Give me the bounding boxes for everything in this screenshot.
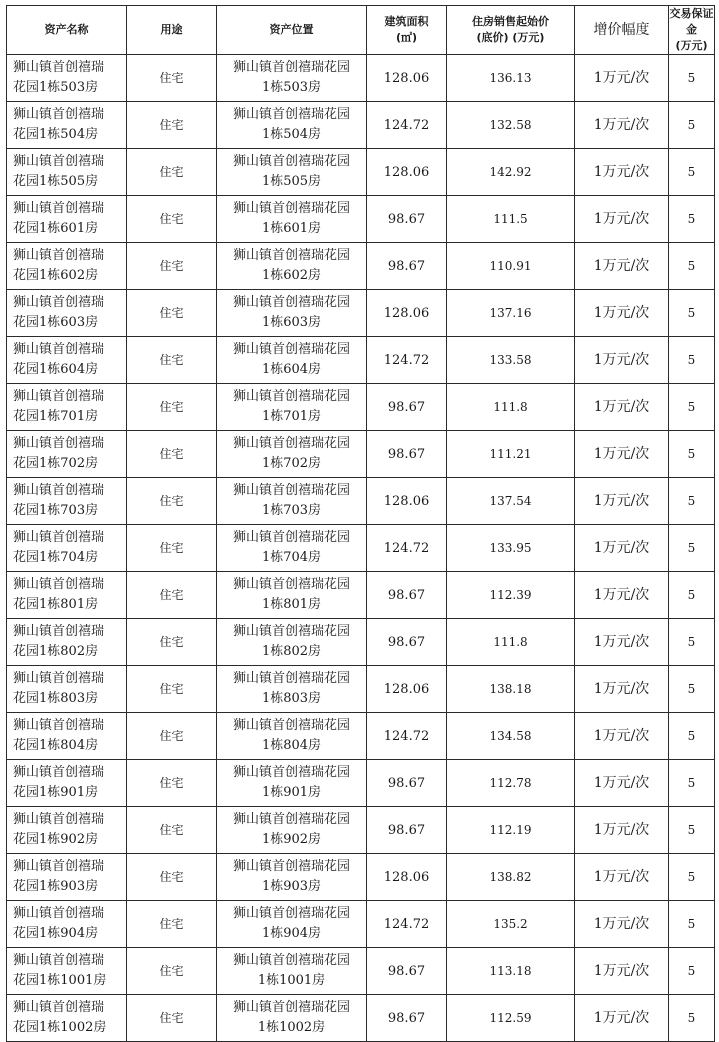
header-deposit [669,6,715,55]
asset-name-line2: 花园1栋504房 [13,127,99,142]
location-cell [217,572,367,619]
asset-name-line2: 花园1栋602房 [13,268,99,283]
table-row [7,290,715,337]
asset-name-line1: 狮山镇首创禧瑞 [13,154,105,169]
start-price-cell: 134.58 [447,713,575,760]
table-row [7,948,715,995]
use-cell: 住宅 [127,243,217,290]
header-asset-name: 资产名称 [7,6,127,55]
deposit-cell: 5 [669,995,715,1042]
deposit-cell: 5 [669,854,715,901]
asset-name-line1: 狮山镇首创禧瑞 [13,859,105,874]
area-cell: 128.06 [367,290,447,337]
asset-name-line2: 花园1栋1001房 [13,973,107,988]
location-line2: 1栋901房 [261,785,322,800]
asset-name-line2: 花园1栋604房 [13,362,99,377]
asset-name-cell [7,666,127,713]
asset-name-line1: 狮山镇首创禧瑞 [13,201,105,216]
deposit-cell: 5 [669,243,715,290]
location-line1: 狮山镇首创禧瑞花园 [232,671,350,686]
area-cell: 98.67 [367,948,447,995]
increment-cell: 1万元/次 [575,243,669,290]
asset-name-cell [7,948,127,995]
header-location: 资产位置 [217,6,367,55]
table-row [7,854,715,901]
asset-name-line2: 花园1栋704房 [13,550,99,565]
asset-name-line2: 花园1栋503房 [13,80,99,95]
deposit-cell: 5 [669,525,715,572]
deposit-cell: 5 [669,572,715,619]
location-line1: 狮山镇首创禧瑞花园 [232,248,350,263]
location-line2: 1栋1002房 [257,1020,326,1035]
start-price-cell: 138.82 [447,854,575,901]
location-line2: 1栋704房 [261,550,322,565]
area-cell: 128.06 [367,478,447,525]
use-cell: 住宅 [127,102,217,149]
area-cell: 98.67 [367,431,447,478]
asset-name-line2: 花园1栋702房 [13,456,99,471]
location-line1: 狮山镇首创禧瑞花园 [232,201,350,216]
area-cell: 128.06 [367,55,447,102]
asset-name-cell [7,243,127,290]
increment-cell: 1万元/次 [575,713,669,760]
asset-name-cell [7,337,127,384]
asset-name-cell [7,525,127,572]
table-body [7,55,715,1042]
use-cell: 住宅 [127,149,217,196]
asset-name-cell [7,384,127,431]
header-row [7,6,715,55]
header-use: 用途 [127,6,217,55]
location-line1: 狮山镇首创禧瑞花园 [232,859,350,874]
use-cell: 住宅 [127,666,217,713]
asset-name-line1: 狮山镇首创禧瑞 [13,624,105,639]
location-cell [217,760,367,807]
increment-cell: 1万元/次 [575,854,669,901]
table-row [7,572,715,619]
use-cell: 住宅 [127,948,217,995]
location-line2: 1栋601房 [261,221,322,236]
header-deposit-label: 交易保证金 [669,7,714,36]
increment-cell: 1万元/次 [575,572,669,619]
table-header [7,6,715,55]
location-line2: 1栋902房 [261,832,322,847]
location-line1: 狮山镇首创禧瑞花园 [232,295,350,310]
location-line1: 狮山镇首创禧瑞花园 [232,342,350,357]
use-cell: 住宅 [127,572,217,619]
area-cell: 98.67 [367,243,447,290]
deposit-cell: 5 [669,948,715,995]
asset-name-line1: 狮山镇首创禧瑞 [13,436,105,451]
asset-name-line2: 花园1栋801房 [13,597,99,612]
asset-name-cell [7,760,127,807]
asset-name-cell [7,196,127,243]
header-deposit-unit: (万元) [675,39,708,52]
location-line2: 1栋604房 [261,362,322,377]
area-cell: 98.67 [367,619,447,666]
location-cell [217,901,367,948]
location-cell [217,995,367,1042]
location-cell [217,807,367,854]
increment-cell: 1万元/次 [575,948,669,995]
start-price-cell: 137.16 [447,290,575,337]
asset-name-line1: 狮山镇首创禧瑞 [13,906,105,921]
location-cell [217,196,367,243]
increment-cell: 1万元/次 [575,337,669,384]
use-cell: 住宅 [127,384,217,431]
location-cell [217,713,367,760]
location-line2: 1栋504房 [261,127,322,142]
asset-name-cell [7,102,127,149]
location-line1: 狮山镇首创禧瑞花园 [232,107,350,122]
location-line2: 1栋803房 [261,691,322,706]
asset-name-cell [7,807,127,854]
asset-name-cell [7,478,127,525]
location-line1: 狮山镇首创禧瑞花园 [232,483,350,498]
asset-name-cell [7,619,127,666]
asset-name-line1: 狮山镇首创禧瑞 [13,342,105,357]
asset-name-line2: 花园1栋505房 [13,174,99,189]
header-area [367,6,447,55]
asset-name-line1: 狮山镇首创禧瑞 [13,1000,105,1015]
increment-cell: 1万元/次 [575,807,669,854]
asset-name-cell [7,431,127,478]
location-line1: 狮山镇首创禧瑞花园 [232,812,350,827]
start-price-cell: 111.8 [447,619,575,666]
deposit-cell: 5 [669,337,715,384]
location-line1: 狮山镇首创禧瑞花园 [232,624,350,639]
start-price-cell: 111.8 [447,384,575,431]
location-line2: 1栋1001房 [257,973,326,988]
use-cell: 住宅 [127,901,217,948]
deposit-cell: 5 [669,431,715,478]
location-cell [217,478,367,525]
header-area-label: 建筑面积 [384,15,429,28]
location-cell [217,619,367,666]
location-cell [217,102,367,149]
start-price-cell: 136.13 [447,55,575,102]
location-line2: 1栋702房 [261,456,322,471]
use-cell: 住宅 [127,854,217,901]
location-line1: 狮山镇首创禧瑞花园 [232,389,350,404]
increment-cell: 1万元/次 [575,431,669,478]
location-line2: 1栋703房 [261,503,322,518]
start-price-cell: 112.59 [447,995,575,1042]
start-price-cell: 112.19 [447,807,575,854]
use-cell: 住宅 [127,619,217,666]
location-line1: 狮山镇首创禧瑞花园 [232,718,350,733]
deposit-cell: 5 [669,196,715,243]
location-cell [217,854,367,901]
location-line2: 1栋801房 [261,597,322,612]
use-cell: 住宅 [127,995,217,1042]
location-line1: 狮山镇首创禧瑞花园 [232,765,350,780]
location-line2: 1栋802房 [261,644,322,659]
deposit-cell: 5 [669,478,715,525]
location-line1: 狮山镇首创禧瑞花园 [232,577,350,592]
table-row [7,995,715,1042]
location-cell [217,337,367,384]
use-cell: 住宅 [127,713,217,760]
deposit-cell: 5 [669,666,715,713]
increment-cell: 1万元/次 [575,525,669,572]
start-price-cell: 135.2 [447,901,575,948]
area-cell: 124.72 [367,713,447,760]
asset-name-line1: 狮山镇首创禧瑞 [13,953,105,968]
area-cell: 98.67 [367,572,447,619]
asset-name-line2: 花园1栋701房 [13,409,99,424]
table-row [7,478,715,525]
asset-name-line2: 花园1栋1002房 [13,1020,107,1035]
asset-name-line2: 花园1栋703房 [13,503,99,518]
deposit-cell: 5 [669,713,715,760]
area-cell: 98.67 [367,384,447,431]
increment-cell: 1万元/次 [575,478,669,525]
location-line1: 狮山镇首创禧瑞花园 [232,906,350,921]
asset-name-cell [7,572,127,619]
location-cell [217,431,367,478]
use-cell: 住宅 [127,55,217,102]
asset-name-cell [7,854,127,901]
table-row [7,431,715,478]
area-cell: 128.06 [367,854,447,901]
area-cell: 124.72 [367,525,447,572]
asset-name-line2: 花园1栋802房 [13,644,99,659]
use-cell: 住宅 [127,431,217,478]
start-price-cell: 113.18 [447,948,575,995]
location-line1: 狮山镇首创禧瑞花园 [232,953,350,968]
use-cell: 住宅 [127,196,217,243]
location-cell [217,243,367,290]
deposit-cell: 5 [669,102,715,149]
location-cell [217,55,367,102]
location-cell [217,666,367,713]
asset-name-cell [7,55,127,102]
location-line1: 狮山镇首创禧瑞花园 [232,436,350,451]
header-start-price-label: 住房销售起始价 [472,15,549,28]
table-row [7,666,715,713]
deposit-cell: 5 [669,384,715,431]
asset-name-line1: 狮山镇首创禧瑞 [13,60,105,75]
asset-table [6,5,715,1042]
location-cell [217,384,367,431]
asset-name-line1: 狮山镇首创禧瑞 [13,671,105,686]
table-row [7,149,715,196]
asset-name-line2: 花园1栋603房 [13,315,99,330]
asset-name-line1: 狮山镇首创禧瑞 [13,107,105,122]
location-line1: 狮山镇首创禧瑞花园 [232,60,350,75]
start-price-cell: 111.5 [447,196,575,243]
table-row [7,55,715,102]
increment-cell: 1万元/次 [575,901,669,948]
location-line1: 狮山镇首创禧瑞花园 [232,530,350,545]
location-line2: 1栋804房 [261,738,322,753]
header-area-unit: (㎡) [395,31,418,44]
asset-name-line2: 花园1栋601房 [13,221,99,236]
use-cell: 住宅 [127,760,217,807]
increment-cell: 1万元/次 [575,55,669,102]
use-cell: 住宅 [127,807,217,854]
deposit-cell: 5 [669,55,715,102]
increment-cell: 1万元/次 [575,102,669,149]
table-row [7,337,715,384]
start-price-cell: 132.58 [447,102,575,149]
deposit-cell: 5 [669,807,715,854]
area-cell: 98.67 [367,760,447,807]
area-cell: 128.06 [367,149,447,196]
asset-name-line1: 狮山镇首创禧瑞 [13,718,105,733]
asset-name-line2: 花园1栋803房 [13,691,99,706]
asset-name-line2: 花园1栋901房 [13,785,99,800]
location-cell [217,290,367,337]
asset-name-line1: 狮山镇首创禧瑞 [13,765,105,780]
deposit-cell: 5 [669,290,715,337]
deposit-cell: 5 [669,901,715,948]
start-price-cell: 138.18 [447,666,575,713]
asset-name-line2: 花园1栋904房 [13,926,99,941]
table-row [7,713,715,760]
location-line1: 狮山镇首创禧瑞花园 [232,154,350,169]
table-row [7,525,715,572]
area-cell: 124.72 [367,901,447,948]
table-row [7,807,715,854]
start-price-cell: 112.78 [447,760,575,807]
start-price-cell: 142.92 [447,149,575,196]
increment-cell: 1万元/次 [575,149,669,196]
table-row [7,243,715,290]
increment-cell: 1万元/次 [575,619,669,666]
use-cell: 住宅 [127,337,217,384]
deposit-cell: 5 [669,619,715,666]
asset-name-line1: 狮山镇首创禧瑞 [13,483,105,498]
area-cell: 124.72 [367,102,447,149]
area-cell: 128.06 [367,666,447,713]
asset-name-line1: 狮山镇首创禧瑞 [13,248,105,263]
location-cell [217,149,367,196]
use-cell: 住宅 [127,478,217,525]
use-cell: 住宅 [127,290,217,337]
table-row [7,384,715,431]
start-price-cell: 111.21 [447,431,575,478]
header-increment: 增价幅度 [575,6,669,55]
area-cell: 98.67 [367,196,447,243]
asset-name-line1: 狮山镇首创禧瑞 [13,812,105,827]
start-price-cell: 110.91 [447,243,575,290]
header-start-price-unit: (底价) (万元) [476,31,545,44]
location-line1: 狮山镇首创禧瑞花园 [232,1000,350,1015]
location-line2: 1栋503房 [261,80,322,95]
increment-cell: 1万元/次 [575,995,669,1042]
asset-name-cell [7,995,127,1042]
asset-name-cell [7,901,127,948]
start-price-cell: 133.95 [447,525,575,572]
location-line2: 1栋602房 [261,268,322,283]
asset-name-line1: 狮山镇首创禧瑞 [13,295,105,310]
increment-cell: 1万元/次 [575,196,669,243]
location-line2: 1栋904房 [261,926,322,941]
deposit-cell: 5 [669,760,715,807]
area-cell: 98.67 [367,995,447,1042]
start-price-cell: 112.39 [447,572,575,619]
area-cell: 124.72 [367,337,447,384]
area-cell: 98.67 [367,807,447,854]
asset-name-cell [7,290,127,337]
location-cell [217,525,367,572]
table-row [7,901,715,948]
table-row [7,196,715,243]
table-row [7,760,715,807]
deposit-cell: 5 [669,149,715,196]
increment-cell: 1万元/次 [575,760,669,807]
asset-name-line1: 狮山镇首创禧瑞 [13,389,105,404]
increment-cell: 1万元/次 [575,666,669,713]
table-row [7,102,715,149]
location-line2: 1栋903房 [261,879,322,894]
asset-name-line1: 狮山镇首创禧瑞 [13,530,105,545]
location-cell [217,948,367,995]
table-row [7,619,715,666]
increment-cell: 1万元/次 [575,384,669,431]
start-price-cell: 137.54 [447,478,575,525]
increment-cell: 1万元/次 [575,290,669,337]
asset-name-line2: 花园1栋804房 [13,738,99,753]
use-cell: 住宅 [127,525,217,572]
start-price-cell: 133.58 [447,337,575,384]
asset-name-cell [7,713,127,760]
location-line2: 1栋603房 [261,315,322,330]
header-start-price [447,6,575,55]
asset-name-line1: 狮山镇首创禧瑞 [13,577,105,592]
asset-name-line2: 花园1栋903房 [13,879,99,894]
asset-name-cell [7,149,127,196]
location-line2: 1栋505房 [261,174,322,189]
location-line2: 1栋701房 [261,409,322,424]
asset-name-line2: 花园1栋902房 [13,832,99,847]
